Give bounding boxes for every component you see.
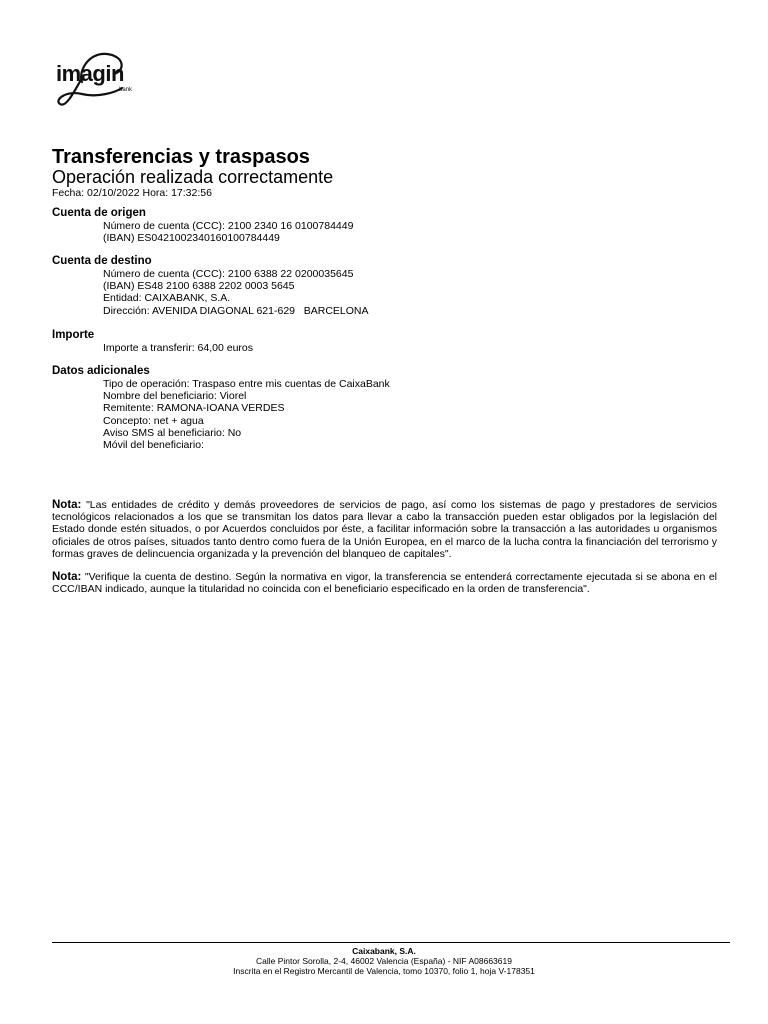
section-additional-data bbox=[52, 364, 732, 451]
detail-line: Móvil del beneficiario: bbox=[103, 439, 204, 452]
legal-note-data-sharing bbox=[52, 499, 717, 560]
section-origin-account bbox=[52, 206, 732, 244]
section-lines bbox=[103, 378, 732, 451]
detail-line: Número de cuenta (CCC): 2100 6388 22 0200035645 bbox=[103, 268, 354, 280]
detail-line: Remitente: RAMONA-IOANA VERDES bbox=[103, 402, 285, 415]
note-text: "Las entidades de crédito y demás proveedores de servicios de pago, así como los sistemas de pago y prestadores de servicios tecnológicos relacionados a los que se transmitan los datos para llevar a cabo la transacción pueden estar obligados por la legislación del Estado donde estén situados, o por Acuerdos concluidos por éste, a facilitar información sobre la transacción a las autoridades u organismos oficiales de otros países, situados tanto dentro como fuera de la Unión Europea, en el marco de la lucha contra la financiación del terrorismo y formas graves de delincuencia organizada y la prevención del blanqueo de capitales". bbox=[52, 499, 718, 560]
page-subtitle: Operación realizada correctamente bbox=[52, 167, 334, 187]
detail-line: (IBAN) ES0421002340160100784449 bbox=[103, 232, 280, 245]
section-destination-account bbox=[52, 254, 732, 317]
footer-address: Calle Pintor Sorolla, 2-4, 46002 Valencia (España) - NIF A08663619 bbox=[256, 956, 512, 966]
detail-line: Aviso SMS al beneficiario: No bbox=[103, 426, 242, 439]
imagin-logo-mark bbox=[52, 48, 148, 114]
detail-line: Entidad: CAIXABANK, S.A. bbox=[103, 292, 231, 305]
section-title: Datos adicionales bbox=[52, 365, 150, 377]
detail-line: Nombre del beneficiario: Viorel bbox=[103, 390, 247, 403]
detail-line: Importe a transferir: 64,00 euros bbox=[103, 342, 253, 354]
page-title: Transferencias y traspasos bbox=[52, 146, 310, 168]
section-title: Cuenta de origen bbox=[52, 207, 146, 219]
footer-registry: Inscrita en el Registro Mercantil de Valencia, tomo 10370, folio 1, hoja V-178351 bbox=[233, 966, 535, 976]
detail-line: Concepto: net + agua bbox=[103, 414, 204, 427]
page-footer bbox=[52, 946, 716, 976]
legal-note-account-verification bbox=[52, 571, 717, 595]
section-title: Cuenta de destino bbox=[52, 255, 152, 267]
section-lines bbox=[103, 220, 732, 244]
detail-line: Tipo de operación: Traspaso entre mis cuentas de CaixaBank bbox=[103, 378, 390, 390]
detail-line: (IBAN) ES48 2100 6388 2202 0003 5645 bbox=[103, 280, 295, 293]
operation-datetime: Fecha: 02/10/2022 Hora: 17:32:56 bbox=[52, 187, 212, 199]
detail-line: Dirección: AVENIDA DIAGONAL 621-629 BARCELONA bbox=[103, 304, 369, 317]
page-heading bbox=[52, 146, 732, 200]
note-text: "Verifique la cuenta de destino. Según la normativa en vigor, la transferencia se entenderá correctamente ejecutada si se abona en el CCC/IBAN indicado, aunque la titularidad no coincida con el beneficiario especificado en la orden de transferencia". bbox=[52, 571, 717, 596]
note-label: Nota: bbox=[52, 499, 82, 511]
section-lines bbox=[103, 268, 732, 317]
detail-line: Número de cuenta (CCC): 2100 2340 16 0100784449 bbox=[103, 220, 354, 232]
logo-brand-text: imagin bbox=[56, 61, 124, 86]
footer-divider bbox=[52, 942, 730, 943]
logo-sub-text: bank bbox=[119, 87, 133, 93]
section-amount bbox=[52, 328, 732, 354]
note-label: Nota: bbox=[52, 571, 82, 583]
section-title: Importe bbox=[52, 329, 95, 341]
footer-company: Caixabank, S.A. bbox=[352, 946, 416, 956]
section-lines bbox=[103, 342, 732, 354]
imagin-bank-logo bbox=[52, 48, 148, 114]
